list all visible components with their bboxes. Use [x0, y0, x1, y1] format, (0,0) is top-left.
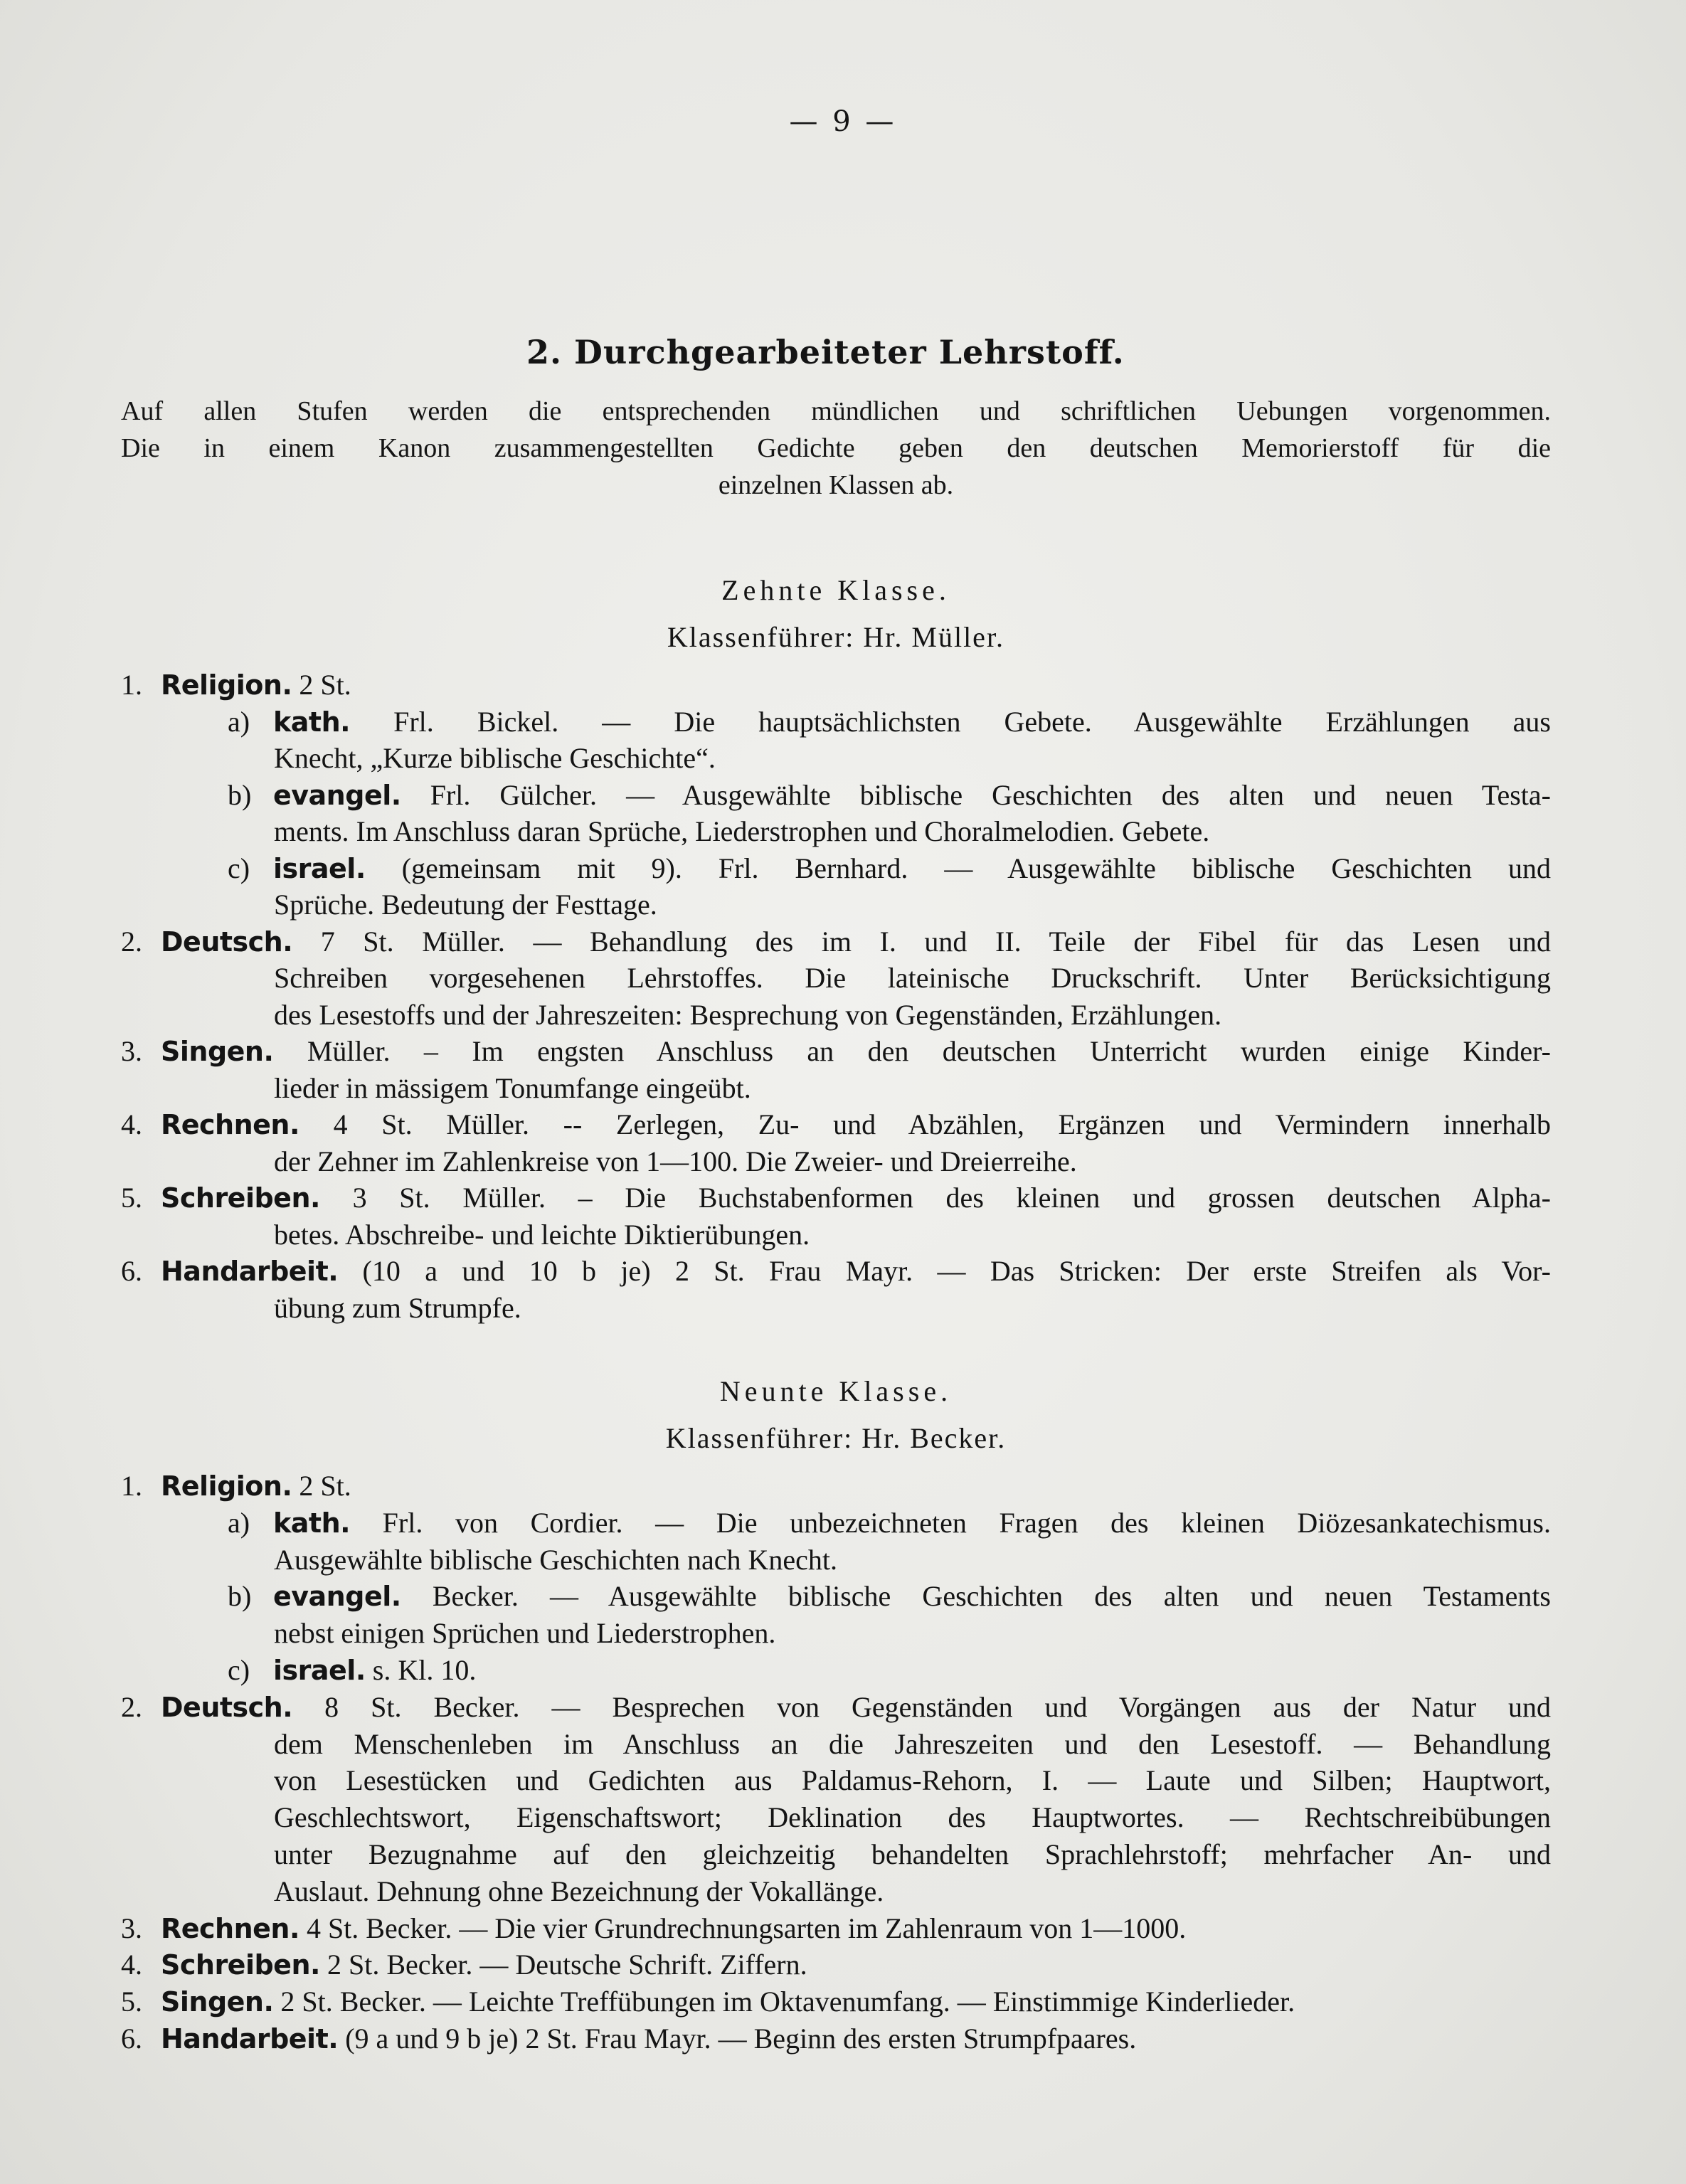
subject-label: evangel.	[273, 1581, 401, 1613]
subject-label: Rechnen.	[161, 1912, 299, 1944]
sub-item-label: a)	[228, 1506, 250, 1539]
line-text: ments. Im Anschluss daran Sprüche, Liederstrophen und Choralmelodien. Gebete.	[274, 815, 1210, 847]
zehnte-line	[121, 924, 1551, 960]
subject-label: Handarbeit.	[161, 1256, 339, 1287]
line-text: Becker. — Ausgewählte biblische Geschichten des alten und neuen Testaments	[401, 1580, 1551, 1613]
item-number: 1.	[121, 1470, 142, 1502]
line-text: 2 St.	[292, 1470, 351, 1502]
line-text: Ausgewählte biblische Geschichten nach Knecht.	[274, 1543, 837, 1576]
zehnte-line	[121, 851, 1551, 886]
line-text: Geschlechtswort, Eigenschaftswort; Deklination des Hauptwortes. — Rechtschreibübungen	[274, 1801, 1551, 1834]
sub-item-label: c)	[228, 852, 250, 884]
page-number: — 9 —	[789, 105, 897, 138]
neunte-line	[121, 1984, 1551, 2020]
subject-label: kath.	[273, 1507, 351, 1539]
zehnte-line	[121, 1217, 1551, 1253]
intro-line-1: Auf allen Stufen werden die entsprechenden mündlichen und schriftlichen Uebungen vorgenommen.	[121, 396, 1551, 426]
zehnte-line	[121, 1180, 1551, 1216]
class-10-title: Zehnte Klasse.	[721, 574, 950, 606]
class-9-leader: Klassenführer: Hr. Becker.	[665, 1422, 1007, 1454]
line-text: Schreiben vorgesehenen Lehrstoffes. Die lateinische Druckschrift. Unter Berücksichtigung	[274, 962, 1551, 994]
line-text: unter Bezugnahme auf den gleichzeitig behandelten Sprachlehrstoff; mehrfacher An- und	[274, 1838, 1551, 1870]
item-number: 3.	[121, 1912, 142, 1944]
line-text: übung zum Strumpfe.	[274, 1291, 521, 1324]
item-number: 5.	[121, 1182, 142, 1214]
line-text: 8 St. Becker. — Besprechen von Gegenständen und Vorgängen aus der Natur und	[292, 1690, 1551, 1723]
class-10-leader: Klassenführer: Hr. Müller.	[667, 621, 1005, 653]
line-text: 2 St. Becker. — Deutsche Schrift. Ziffern.	[319, 1949, 807, 1981]
subject-label: evangel.	[273, 779, 401, 811]
line-text: Frl. Bickel. — Die hauptsächlichsten Gebete. Ausgewählte Erzählungen aus	[350, 705, 1551, 738]
subject-label: kath.	[273, 706, 351, 738]
item-number: 3.	[121, 1035, 142, 1067]
neunte-line	[121, 1763, 1551, 1798]
zehnte-line	[121, 667, 1551, 703]
line-text: Auslaut. Dehnung ohne Bezeichnung der Vokallänge.	[274, 1875, 884, 1907]
neunte-line	[121, 1653, 1551, 1688]
zehnte-line	[121, 997, 1551, 1033]
line-text: der Zehner im Zahlenkreise von 1—100. Die Zweier- und Dreierreihe.	[274, 1145, 1077, 1177]
line-text: (10 a und 10 b je) 2 St. Frau Mayr. — Das Stricken: Der erste Streifen als Vor-	[338, 1255, 1551, 1287]
neunte-line	[121, 1542, 1551, 1578]
subject-label: Religion.	[161, 1470, 292, 1502]
sub-item-label: b)	[228, 1580, 252, 1613]
item-number: 6.	[121, 1255, 142, 1287]
neunte-line	[121, 1616, 1551, 1651]
neunte-line	[121, 1947, 1551, 1983]
line-text: des Lesestoffs und der Jahreszeiten: Besprechung von Gegenständen, Erzählungen.	[274, 998, 1222, 1031]
sub-item-label: a)	[228, 705, 250, 738]
neunte-line	[121, 1505, 1551, 1541]
neunte-line	[121, 1837, 1551, 1872]
neunte-line	[121, 1874, 1551, 1909]
subject-label: israel.	[273, 852, 366, 884]
class-10-content	[121, 667, 1551, 1322]
zehnte-line	[121, 960, 1551, 996]
line-text: 2 St.	[292, 669, 351, 701]
sub-item-label: b)	[228, 778, 252, 811]
item-number: 6.	[121, 2023, 142, 2055]
zehnte-line	[121, 1107, 1551, 1143]
line-text: 3 St. Müller. – Die Buchstabenformen des kleinen und grossen deutschen Alpha-	[319, 1182, 1551, 1214]
intro-line-3: einzelnen Klassen ab.	[718, 470, 954, 500]
line-text: 2 St. Becker. — Leichte Treffübungen im Oktavenumfang. — Einstimmige Kinderlieder.	[273, 1986, 1295, 2018]
subject-label: Religion.	[161, 669, 292, 701]
zehnte-line	[121, 1253, 1551, 1289]
line-text: 4 St. Becker. — Die vier Grundrechnungsarten im Zahlenraum von 1—1000.	[299, 1912, 1187, 1944]
line-text: Knecht, „Kurze biblische Geschichte“.	[274, 742, 716, 774]
zehnte-line	[121, 741, 1551, 776]
subject-label: israel.	[273, 1655, 366, 1686]
item-number: 5.	[121, 1986, 142, 2018]
zehnte-line	[121, 814, 1551, 849]
zehnte-line	[121, 704, 1551, 740]
line-text: betes. Abschreibe- und leichte Diktierübungen.	[274, 1218, 810, 1251]
subject-label: Handarbeit.	[161, 2023, 339, 2055]
subject-label: Deutsch.	[161, 1691, 293, 1723]
line-text: (9 a und 9 b je) 2 St. Frau Mayr. — Beginn des ersten Strumpfpaares.	[338, 2023, 1137, 2055]
zehnte-line	[121, 1071, 1551, 1106]
line-text: Frl. Gülcher. — Ausgewählte biblische Geschichten des alten und neuen Testa-	[401, 778, 1551, 811]
class-9-content	[121, 1468, 1551, 2055]
item-number: 2.	[121, 925, 142, 958]
subject-label: Schreiben.	[161, 1949, 320, 1981]
neunte-line	[121, 1579, 1551, 1614]
line-text: Müller. – Im engsten Anschluss an den deutschen Unterricht wurden einige Kinder-	[273, 1035, 1551, 1067]
item-number: 2.	[121, 1690, 142, 1723]
neunte-line	[121, 2021, 1551, 2057]
zehnte-line	[121, 1290, 1551, 1326]
neunte-line	[121, 1800, 1551, 1835]
section-heading: 2. Durchgearbeiteter Lehrstoff.	[526, 333, 1125, 371]
line-text: dem Menschenleben im Anschluss an die Jahreszeiten und den Lesestoff. — Behandlung	[274, 1727, 1551, 1760]
line-text: (gemeinsam mit 9). Frl. Bernhard. — Ausgewählte biblische Geschichten und	[365, 852, 1551, 884]
intro-paragraph	[121, 393, 1551, 504]
line-text: 7 St. Müller. — Behandlung des im I. und II. Teile der Fibel für das Lesen und	[292, 925, 1551, 958]
zehnte-line	[121, 1144, 1551, 1180]
subject-label: Deutsch.	[161, 926, 293, 958]
intro-line-2: Die in einem Kanon zusammengestellten Gedichte geben den deutschen Memorierstoff für die	[121, 433, 1551, 463]
subject-label: Rechnen.	[161, 1109, 299, 1140]
item-number: 4.	[121, 1949, 142, 1981]
subject-label: Schreiben.	[161, 1182, 320, 1214]
zehnte-line	[121, 1034, 1551, 1069]
neunte-line	[121, 1468, 1551, 1504]
subject-label: Singen.	[161, 1986, 274, 2018]
neunte-line	[121, 1727, 1551, 1762]
subject-label: Singen.	[161, 1036, 274, 1067]
line-text: lieder in mässigem Tonumfange eingeübt.	[274, 1071, 751, 1104]
line-text: Sprüche. Bedeutung der Festtage.	[274, 889, 657, 921]
item-number: 1.	[121, 669, 142, 701]
sub-item-label: c)	[228, 1654, 250, 1686]
item-number: 4.	[121, 1108, 142, 1140]
zehnte-line	[121, 778, 1551, 813]
line-text: von Lesestücken und Gedichten aus Paldamus-Rehorn, I. — Laute und Silben; Hauptwort,	[274, 1764, 1551, 1797]
line-text: Frl. von Cordier. — Die unbezeichneten Fragen des kleinen Diözesankatechismus.	[350, 1506, 1551, 1539]
neunte-line	[121, 1911, 1551, 1946]
line-text: s. Kl. 10.	[365, 1654, 477, 1686]
zehnte-line	[121, 887, 1551, 923]
line-text: 4 St. Müller. -- Zerlegen, Zu- und Abzählen, Ergänzen und Vermindern innerhalb	[299, 1108, 1551, 1140]
neunte-line	[121, 1690, 1551, 1725]
class-9-title: Neunte Klasse.	[719, 1375, 953, 1407]
line-text: nebst einigen Sprüchen und Liederstrophen.	[274, 1617, 776, 1650]
